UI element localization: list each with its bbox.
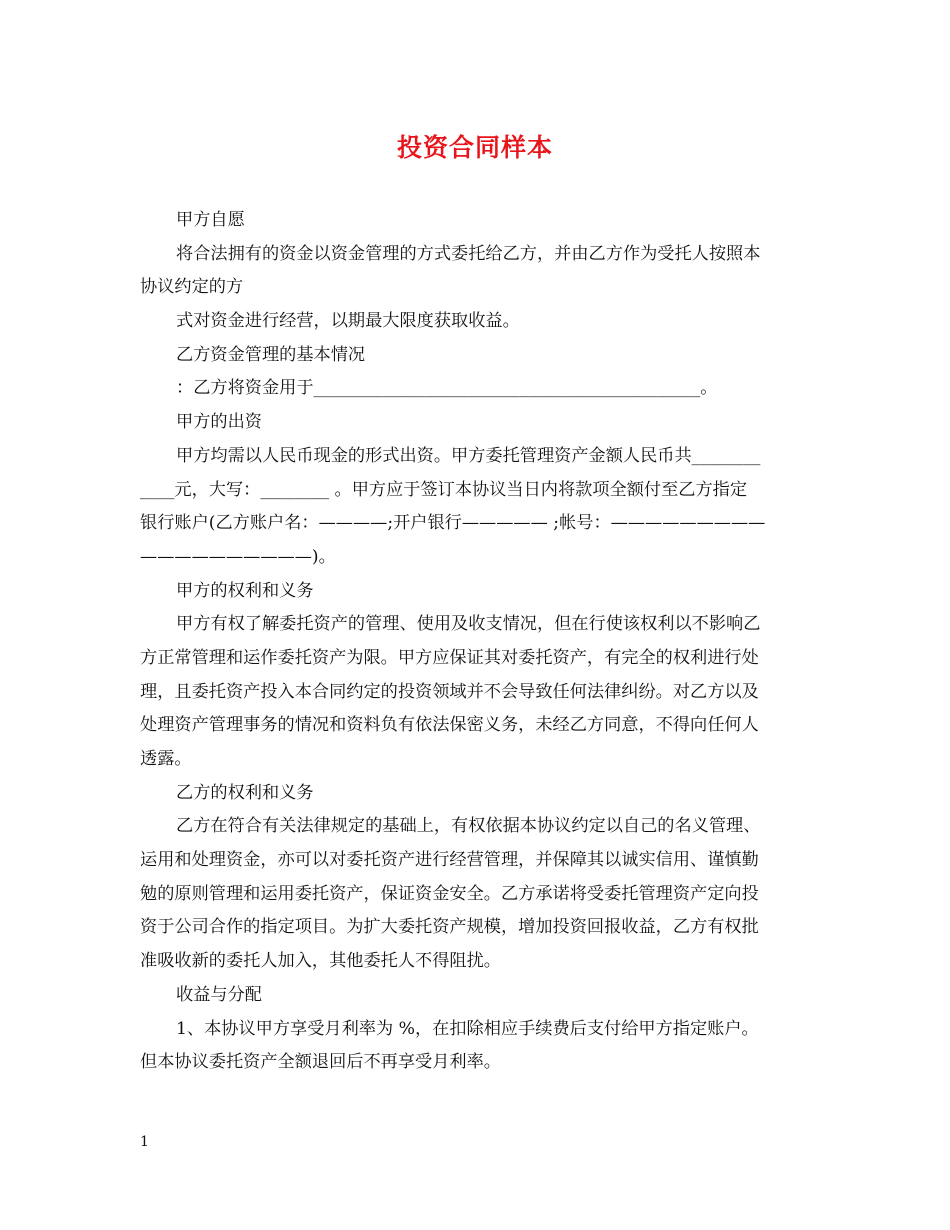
paragraph-line: 理，且委托资产投入本合同约定的投资领域并不会导致任何法律纠纷。对乙方以及	[140, 681, 759, 702]
section-heading: 乙方的权利和义务	[176, 782, 314, 803]
paragraph-line: 乙方在符合有关法律规定的基础上，有权依据本协议约定以自己的名义管理、	[176, 816, 761, 837]
paragraph-line: 方正常管理和运作委托资产为限。甲方应保证其对委托资产，有完全的权利进行处	[140, 647, 759, 668]
section-heading: 乙方资金管理的基本情况	[176, 344, 366, 365]
paragraph-line: 透露。	[140, 749, 192, 769]
section-heading: 甲方的出资	[176, 412, 262, 433]
paragraph-line: 甲方有权了解委托资产的管理、使用及收支情况，但在行使该权利以不影响乙	[176, 614, 761, 635]
paragraph-line: ：乙方将资金用于_____________________________________________。	[176, 378, 718, 399]
paragraph-line: 将合法拥有的资金以资金管理的方式委托给乙方，并由乙方作为受托人按照本	[176, 243, 761, 264]
paragraph-line: ____元，大写：________ 。甲方应于签订本协议当日内将款项全额付至乙方指定	[140, 479, 748, 500]
document-body	[140, 204, 812, 1080]
page-number: 1	[140, 1134, 149, 1150]
paragraph-line: 式对资金进行经营，以期最大限度获取收益。	[176, 311, 520, 332]
paragraph-line: 协议约定的方	[140, 277, 244, 298]
document-title: 投资合同样本	[396, 133, 553, 162]
paragraph-line: 准吸收新的委托人加入，其他委托人不得阻扰。	[140, 951, 501, 972]
section-heading: 甲方的权利和义务	[176, 580, 314, 601]
paragraph-line: 勉的原则管理和运用委托资产，保证资金安全。乙方承诺将受委托管理资产定向投	[140, 883, 759, 904]
paragraph-line: 银行账户(乙方账户名：————;开户银行————— ;帐号：—————————	[140, 513, 766, 534]
paragraph-line: 但本协议委托资产全额退回后不再享受月利率。	[140, 1052, 501, 1073]
paragraph-line: 运用和处理资金，亦可以对委托资产进行经营管理，并保障其以诚实信用、谨慎勤	[140, 850, 759, 871]
paragraph-line: 资于公司合作的指定项目。为扩大委托资产规模，增加投资回报收益，乙方有权批	[140, 917, 759, 938]
paragraph-line: 处理资产管理事务的情况和资料负有依法保密义务，未经乙方同意，不得向任何人	[140, 715, 759, 736]
section-heading: 收益与分配	[176, 984, 262, 1005]
paragraph-line: 甲方自愿	[176, 210, 245, 230]
paragraph-line: 甲方均需以人民币现金的形式出资。甲方委托管理资产金额人民币共________	[176, 445, 761, 466]
paragraph-line: ——————————)。	[140, 546, 336, 567]
paragraph-line: 1、本协议甲方享受月利率为 %，在扣除相应手续费后支付给甲方指定账户。	[176, 1018, 759, 1039]
